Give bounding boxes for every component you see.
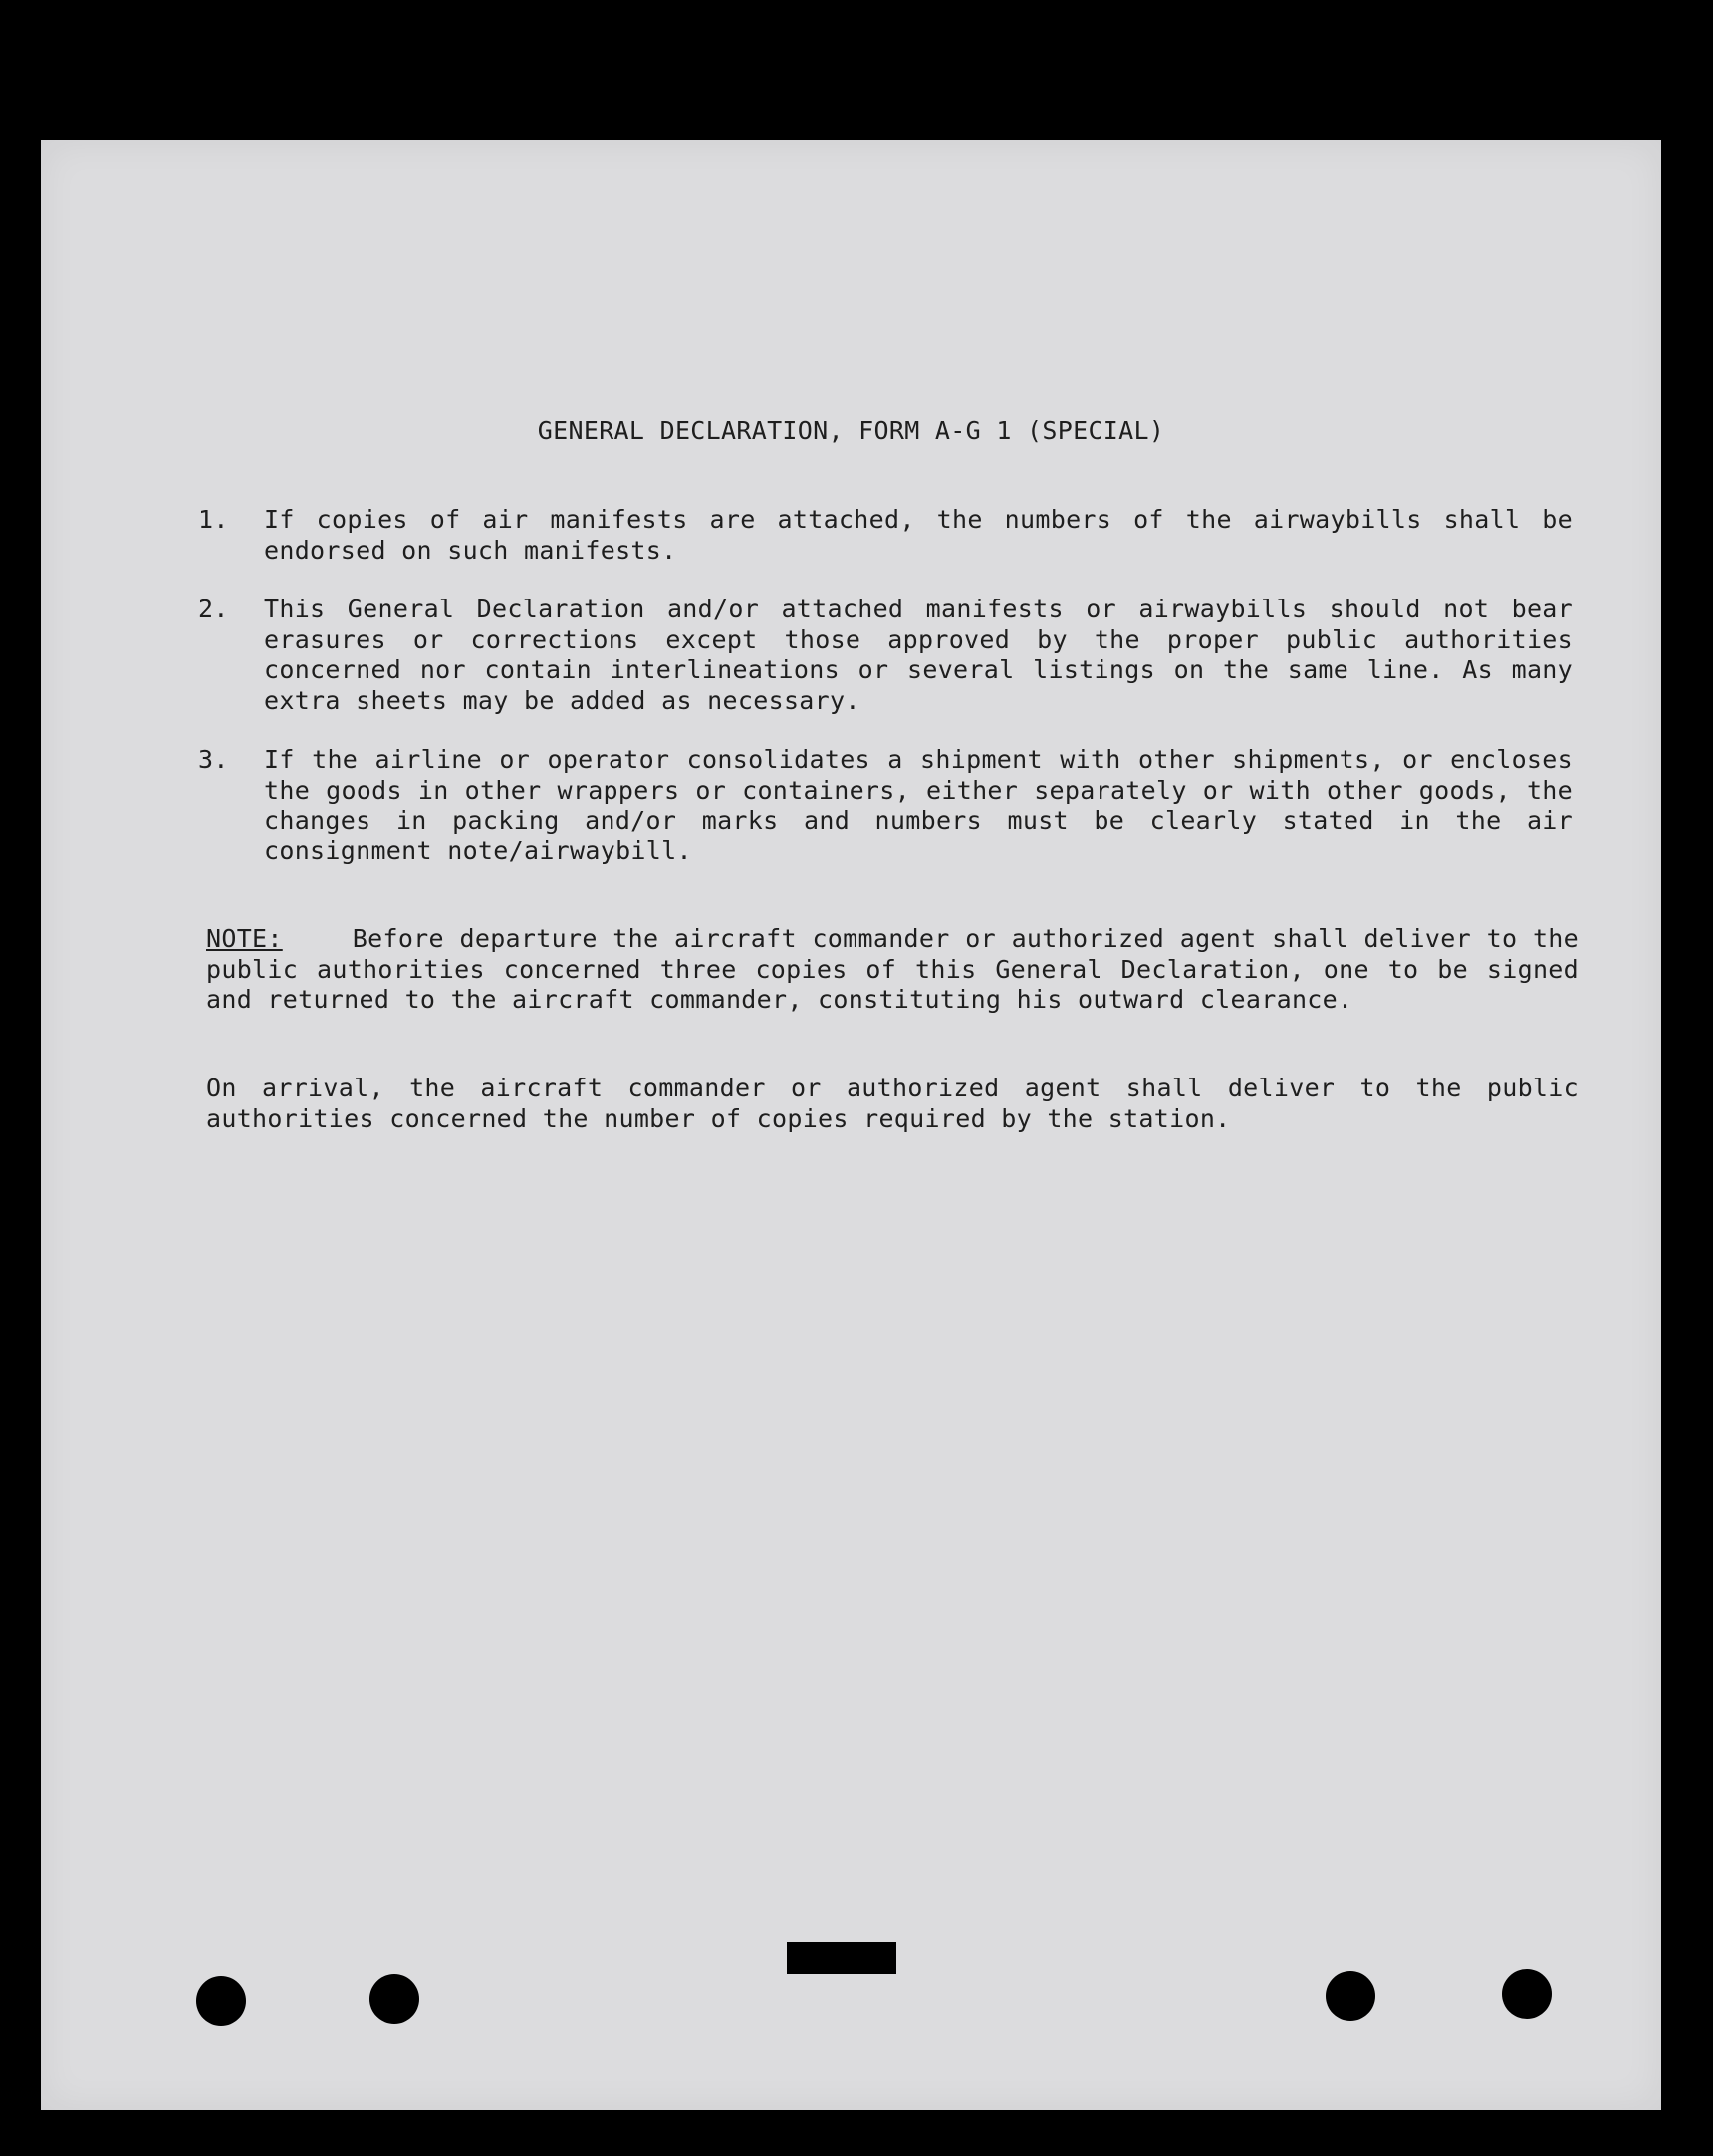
item-number: 2. — [198, 595, 229, 623]
item-text: If copies of air manifests are attached, the numbers of the airwaybills shall be endorsed on such manifests. — [264, 505, 1573, 565]
arrival-paragraph: On arrival, the aircraft commander or authorized agent shall deliver to the public authorities concerned the number of copies required by the station. — [206, 1074, 1579, 1133]
note-label: NOTE: — [206, 924, 283, 953]
document-title: GENERAL DECLARATION, FORM A-G 1 (SPECIAL) — [537, 416, 1165, 445]
list-item-1 — [198, 505, 1573, 566]
punch-hole — [196, 1976, 246, 2026]
item-number: 3. — [198, 745, 229, 774]
note-paragraph — [206, 924, 1579, 1016]
list-item-2 — [198, 595, 1573, 716]
punch-hole — [1326, 1971, 1375, 2021]
note-text: Before departure the aircraft commander or authorized agent shall deliver to the public authorities concerned three copies of this General Declaration, one to be signed and returned to the aircraft commander, constituting his outward clearance. — [206, 924, 1579, 1014]
punch-hole — [1502, 1969, 1552, 2019]
list-item-3 — [198, 745, 1573, 866]
item-number: 1. — [198, 505, 229, 534]
item-text: If the airline or operator consolidates a shipment with other shipments, or encloses the goods in other wrappers or containers, either separately or with other goods, the changes in packing and/or marks and numbers must be clearly stated in the air consignment note/airwaybill. — [264, 745, 1573, 865]
scan-artifact — [787, 1942, 896, 1974]
item-text: This General Declaration and/or attached manifests or airwaybills should not bear erasures or corrections except those approved by the proper public authorities concerned nor contain interlineations or several listings on the same line. As many extra sheets may be added as necessary. — [264, 595, 1573, 715]
punch-hole — [369, 1974, 419, 2024]
document-page — [41, 140, 1661, 2110]
